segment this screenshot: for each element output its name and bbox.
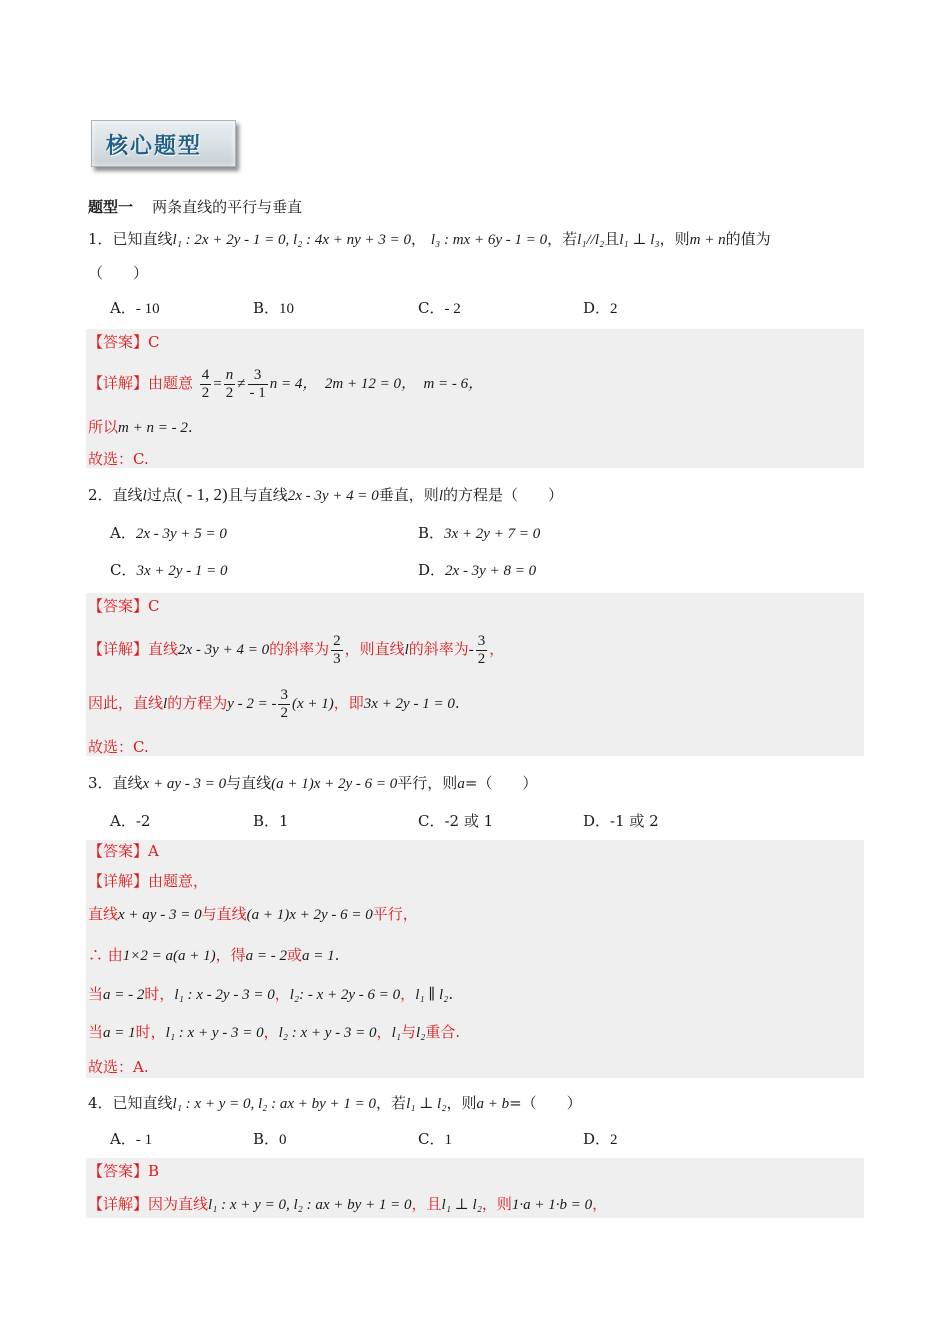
q1-tail: 的值为 [725, 230, 771, 248]
q1-math-lines: l₁ : 2x + 2y - 1 = 0, l₂ : 4x + ny + 3 = 0 [172, 232, 412, 248]
q2-answer: 【答案】C [88, 597, 160, 615]
q3-answer-box [86, 840, 864, 1078]
q2-detail-2: 因此，直线l的方程为y - 2 = - $\frac{3}{2}$ (x + 1)，即3x + 2y - 1 = 0. [88, 686, 460, 721]
q4-option-d[interactable]: D．2 [583, 1130, 618, 1148]
q1-frac-3: $\frac{3}{- 1}$ [249, 366, 266, 401]
q3-option-d[interactable]: D．-1 或 2 [583, 812, 659, 830]
q1-frac-2: $\frac{n}{2}$ [225, 366, 234, 401]
q4-option-b[interactable]: B．0 [253, 1130, 287, 1148]
q4-option-a[interactable]: A．- 1 [110, 1130, 153, 1148]
q4-detail-1: 【详解】因为直线l₁ : x + y = 0, l₂ : ax + by + 1 = 0，且l₁ ⊥ l₂，则1·a + 1·b = 0， [88, 1195, 608, 1213]
q1-so-math: m + n = - 2 [118, 420, 188, 436]
q3-option-b[interactable]: B．1 [253, 812, 289, 830]
q4-stem: 4．已知直线l₁ : x + y = 0, l₂ : ax + by + 1 = 0，若l₁ ⊥ l₂，则a + b=（ ） [88, 1094, 582, 1112]
q2-point: ( - 1, 2) [176, 485, 228, 504]
q3-stem: 3．直线x + ay - 3 = 0与直线(a + 1)x + 2y - 6 = 0平行，则a=（ ） [88, 774, 538, 792]
q1-choose: 故选：C. [88, 450, 149, 468]
q3-option-a[interactable]: A．-2 [110, 812, 151, 830]
q1-if: ，若 [547, 230, 578, 248]
q1-stem-prefix: 1．已知直线 [88, 230, 173, 248]
q1-option-a[interactable]: A．- 10 [110, 299, 160, 317]
q1-and: 且 [604, 230, 620, 248]
banner-title: 核心题型 [106, 134, 203, 159]
q1-answer: 【答案】C [88, 333, 160, 351]
q1-option-c[interactable]: C．- 2 [418, 299, 461, 317]
q1-detail: 【详解】由题意 $\frac{4}{2}$ = $\frac{n}{2}$ ≠ $\frac{3}{- 1}$ n = 4， 2m + 12 = 0， m = - 6， [88, 366, 484, 401]
q3-detail-1: 【详解】由题意， [88, 872, 209, 890]
q1-option-d[interactable]: D．2 [583, 299, 618, 317]
q3-detail-5: 当a = 1时，l₁ : x + y - 3 = 0，l₂ : x + y - 3 = 0，l₁与l₂重合. [88, 1023, 461, 1041]
q3-answer: 【答案】A [88, 842, 159, 860]
q1-stem [88, 228, 771, 251]
q1-sep: ， [411, 230, 427, 248]
q1-math-l3: l₃ : mx + 6y - 1 = 0 [430, 232, 548, 248]
q1-so: 所以m + n = - 2. [88, 418, 193, 436]
q1-option-b[interactable]: B．10 [253, 299, 295, 317]
q3-detail-2: 直线x + ay - 3 = 0与直线(a + 1)x + 2y - 6 = 0平行， [88, 905, 418, 923]
q2-answer-box [86, 593, 864, 756]
q1-detail-math: n = 4， 2m + 12 = 0， m = - 6， [269, 376, 484, 392]
section-label: 题型一 [88, 198, 134, 216]
q2-line: 2x - 3y + 4 = 0 [287, 488, 379, 504]
q2-choose: 故选：C. [88, 738, 149, 756]
q3-choose: 故选：A. [88, 1058, 149, 1076]
q1-frac-1: $\frac{4}{2}$ [201, 366, 210, 401]
section-title: 两条直线的平行与垂直 [152, 198, 303, 216]
q3-detail-4: 当a = - 2时，l₁ : x - 2y - 3 = 0，l₂: - x + 2y - 6 = 0，l₁ ∥ l₂. [88, 985, 454, 1003]
q2-option-b[interactable]: B．3x + 2y + 7 = 0 [418, 524, 541, 542]
q2-stem: 2．直线l过点( - 1, 2)且与直线2x - 3y + 4 = 0垂直，则l的方程是（ ） [88, 485, 563, 504]
q1-detail-label: 【详解】由题意 [88, 374, 194, 392]
q1-paren: （ ） [88, 264, 149, 282]
q1-answer-box [86, 329, 864, 468]
q1-expr: m + n [689, 232, 726, 248]
q3-detail-3: ∴ 由1×2 = a(a + 1)，得a = - 2或a = 1. [88, 946, 340, 964]
q2-option-d[interactable]: D．2x - 3y + 8 = 0 [418, 561, 537, 579]
q2-option-a[interactable]: A．2x - 3y + 5 = 0 [110, 524, 227, 542]
q1-then: ，则 [659, 230, 690, 248]
section-heading [88, 196, 302, 218]
q2-detail-1: 【详解】直线2x - 3y + 4 = 0的斜率为 $\frac{2}{3}$ ，则直线l的斜率为- $\frac{3}{2}$ ， [88, 632, 505, 667]
q1-cond2: l₁ ⊥ l₃ [619, 232, 660, 248]
q1-cond1: l₁//l₂ [577, 232, 605, 248]
q4-answer: 【答案】B [88, 1162, 160, 1180]
q2-option-c[interactable]: C．3x + 2y - 1 = 0 [110, 561, 228, 579]
section-banner [91, 120, 236, 167]
q4-answer-box [86, 1158, 864, 1218]
q4-option-c[interactable]: C．1 [418, 1130, 452, 1148]
q3-option-c[interactable]: C．-2 或 1 [418, 812, 494, 830]
